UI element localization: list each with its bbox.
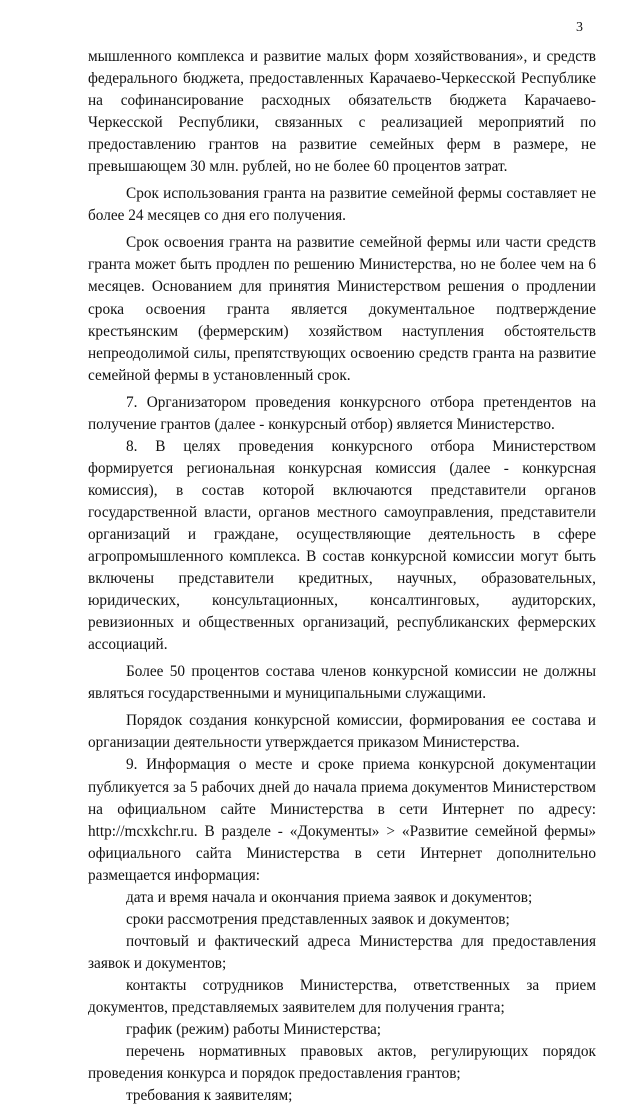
paragraph-grant-usage-term: Срок использования гранта на развитие семейной фермы составляет не более 24 месяцев со дня его получения. [88,185,596,225]
paragraph-item-7: 7. Организатором проведения конкурсного отбора претендентов на получение грантов (далее - конкурсный отбор) является Министерство. [88,393,596,433]
paragraph-continuation: мышленного комплекса и развитие малых форм хозяйствования», и средств федерального бюджета, предоставленных Карачаево-Черкесской Республике на софинансирование расходных обязательств бюджета Карачаево-Черкесской Республики, связанных с реализацией мероприятий по предоставлению грантов на развитие семейных ферм в размере, не превышающем 30 млн. рублей, но не более 60 процентов затрат. [88,48,596,176]
list-item: контакты сотрудников Министерства, ответственных за прием документов, представляемых заявителем для получения гранта; [88,976,596,1016]
list-item: сроки рассмотрения представленных заявок и документов; [126,910,510,928]
paragraph-commission-members: Более 50 процентов состава членов конкурсной комиссии не должны являться государственными и муниципальными служащими. [88,663,596,703]
list-item: график (режим) работы Министерства; [126,1021,382,1039]
document-body [88,46,596,1107]
list-item: требования к заявителям; [126,1087,293,1105]
paragraph-item-8: 8. В целях проведения конкурсного отбора Министерством формируется региональная конкурсная комиссия (далее - конкурсная комиссия), в состав которой включаются представители органов государственной власти, органов местного самоуправления, представители организаций и граждане, осуществляющие деятельность в сфере агропромышленного комплекса. В состав конкурсной комиссии могут быть включены представители кредитных, научных, образовательных, юридических, консультационных, консалтинговых, аудиторских, ревизионных и общественных организаций, республиканских фермерских ассоциаций. [88,437,596,654]
paragraph-commission-order: Порядок создания конкурсной комиссии, формирования ее состава и организации деятельности утверждается приказом Министерства. [88,712,596,752]
list-item: перечень нормативных правовых актов, регулирующих порядок проведения конкурса и порядок предоставления грантов; [88,1043,596,1083]
paragraph-item-9: 9. Информация о месте и сроке приема конкурсной документации публикуется за 5 рабочих дней до начала приема документов Министерством на официальном сайте Министерства в сети Интернет по адресу: http://mcxkchr.ru. В разделе - «Документы» > «Развитие семейной фермы» официального сайта Министерства в сети Интернет дополнительно размещается информация: [88,756,596,884]
list-item: почтовый и фактический адреса Министерства для предоставления заявок и документов; [88,932,596,972]
page-number: 3 [576,20,583,35]
list-item: дата и время начала и окончания приема заявок и документов; [126,888,533,906]
paragraph-grant-extension: Срок освоения гранта на развитие семейной фермы или части средств гранта может быть продлен по решению Министерства, но не более чем на 6 месяцев. Основанием для принятия Министерством решения о продлении срока освоения гранта является документальное подтверждение крестьянским (фермерским) хозяйством наступления обстоятельств непреодолимой силы, препятствующих освоению средств гранта на развитие семейной фермы в установленный срок. [88,234,596,384]
